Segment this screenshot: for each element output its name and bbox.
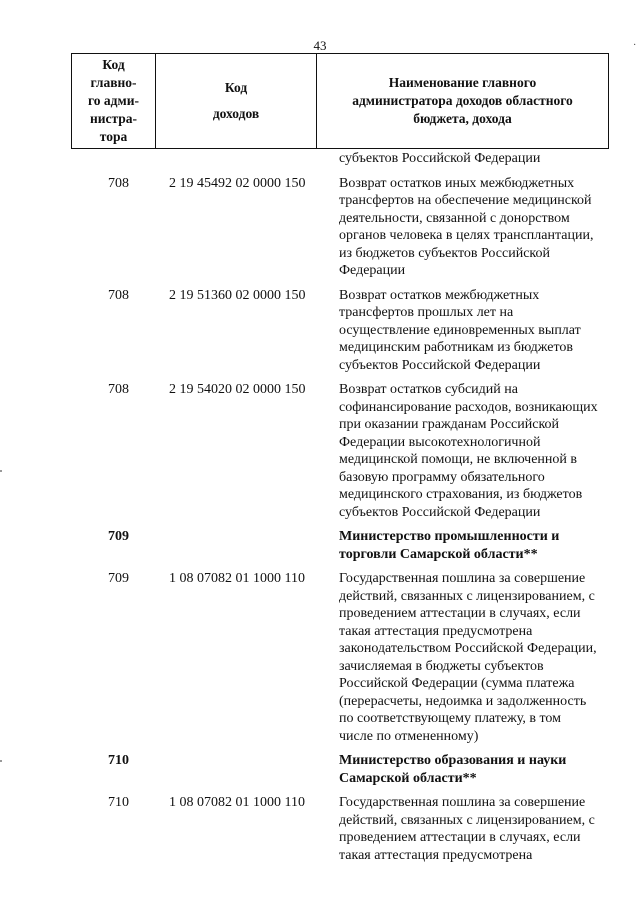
income-name-line: по соответствующему платежу, в том <box>339 711 562 726</box>
table-row <box>71 794 611 864</box>
admin-code: 708 <box>108 382 129 397</box>
income-name-line: Возврат остатков субсидий на <box>339 382 518 397</box>
income-name-line: субъектов Российской Федерации <box>339 151 541 166</box>
income-name-line: торговли Самарской области** <box>339 546 538 562</box>
income-code <box>166 150 339 168</box>
table-row <box>71 381 611 521</box>
table-header <box>71 53 609 149</box>
income-name-line: медицинского страхования, из бюджетов <box>339 487 583 502</box>
admin-code: 709 <box>108 571 129 586</box>
income-name <box>339 528 611 563</box>
admin-code: 710 <box>108 795 129 810</box>
income-name-line: числе по отмененному) <box>339 728 479 744</box>
income-name-line: проведением аттестации в случаях, если <box>339 606 581 621</box>
admin-code: 710 <box>108 753 129 768</box>
page-number: 43 <box>313 38 327 53</box>
admin-code <box>71 150 166 168</box>
income-name-line: Самарской области** <box>339 770 477 786</box>
income-name-line: такая аттестация предусмотрена <box>339 623 533 639</box>
income-name-line: зачисляемая в бюджеты субъектов <box>339 658 544 674</box>
income-code <box>166 752 339 787</box>
income-code: 1 08 07082 01 1000 110 <box>169 795 305 810</box>
income-name-line: субъектов Российской Федерации <box>339 357 541 373</box>
admin-code: 708 <box>108 175 129 191</box>
table-row <box>71 570 611 745</box>
income-name-line: Министерство промышленности и <box>339 529 560 544</box>
income-name-line: действий, связанных с лицензированием, с <box>339 812 595 828</box>
income-name <box>339 150 611 168</box>
income-name-line: Возврат остатков иных межбюджетных <box>339 175 575 191</box>
scan-mark: · <box>633 40 637 51</box>
income-code: 2 19 45492 02 0000 150 <box>169 175 306 191</box>
income-name-line: Министерство образования и науки <box>339 753 567 768</box>
table-row <box>71 528 611 563</box>
income-name <box>339 752 611 787</box>
income-name <box>339 570 611 745</box>
income-name <box>339 381 611 521</box>
table-row <box>71 287 611 375</box>
income-name <box>339 794 611 864</box>
income-name <box>339 287 611 375</box>
admin-code: 709 <box>108 529 129 544</box>
income-name-line: действий, связанных с лицензированием, с <box>339 588 595 604</box>
scan-mark <box>0 470 2 472</box>
income-name-line: осуществление единовременных выплат <box>339 322 581 338</box>
income-name-line: Возврат остатков межбюджетных <box>339 287 540 303</box>
income-name-line: софинансирование расходов, возникающих <box>339 399 598 415</box>
income-name-line: законодательством Российской Федерации, <box>339 641 597 656</box>
income-name-line: Государственная пошлина за совершение <box>339 571 586 586</box>
table-body <box>71 150 611 871</box>
admin-code: 708 <box>108 287 129 303</box>
header-admin-code: Код главно- го адми- нистра- тора <box>72 54 156 149</box>
income-name-line: трансфертов на обеспечение медицинской <box>339 193 592 208</box>
scan-mark <box>0 760 2 762</box>
income-name-line: медицинским работникам из бюджетов <box>339 340 574 355</box>
income-name-line: такая аттестация предусмотрена <box>339 847 533 863</box>
table-row <box>71 175 611 280</box>
income-name-line: Федерации <box>339 263 406 278</box>
income-name-line: Государственная пошлина за совершение <box>339 795 586 810</box>
income-name-line: проведением аттестации в случаях, если <box>339 830 581 845</box>
header-income-code: Код доходов <box>156 54 317 149</box>
income-name-line: субъектов Российской Федерации <box>339 504 541 520</box>
income-code: 1 08 07082 01 1000 110 <box>169 571 305 586</box>
income-name-line: деятельности, связанной с донорством <box>339 210 570 226</box>
income-code: 2 19 51360 02 0000 150 <box>169 287 306 303</box>
income-name-line: Федерации высокотехнологичной <box>339 434 541 450</box>
income-name-line: при оказании гражданам Российской <box>339 417 560 432</box>
income-name-line: (перерасчеты, недоимка и задолженность <box>339 693 587 709</box>
income-name-line: Российской Федерации (сумма платежа <box>339 676 575 691</box>
table-row <box>71 752 611 787</box>
income-name-line: органов человека в целях трансплантации, <box>339 228 594 243</box>
income-name-line: из бюджетов субъектов Российской <box>339 245 550 261</box>
income-name-line: медицинской помощи, не включенной в <box>339 452 578 467</box>
income-code: 2 19 54020 02 0000 150 <box>169 382 306 397</box>
income-code <box>166 528 339 563</box>
header-name: Наименование главного администратора доходов областного бюджета, дохода <box>317 54 609 149</box>
table-row <box>71 150 611 168</box>
income-name-line: базовую программу обязательного <box>339 469 545 485</box>
income-name <box>339 175 611 280</box>
income-name-line: трансфертов прошлых лет на <box>339 305 514 320</box>
